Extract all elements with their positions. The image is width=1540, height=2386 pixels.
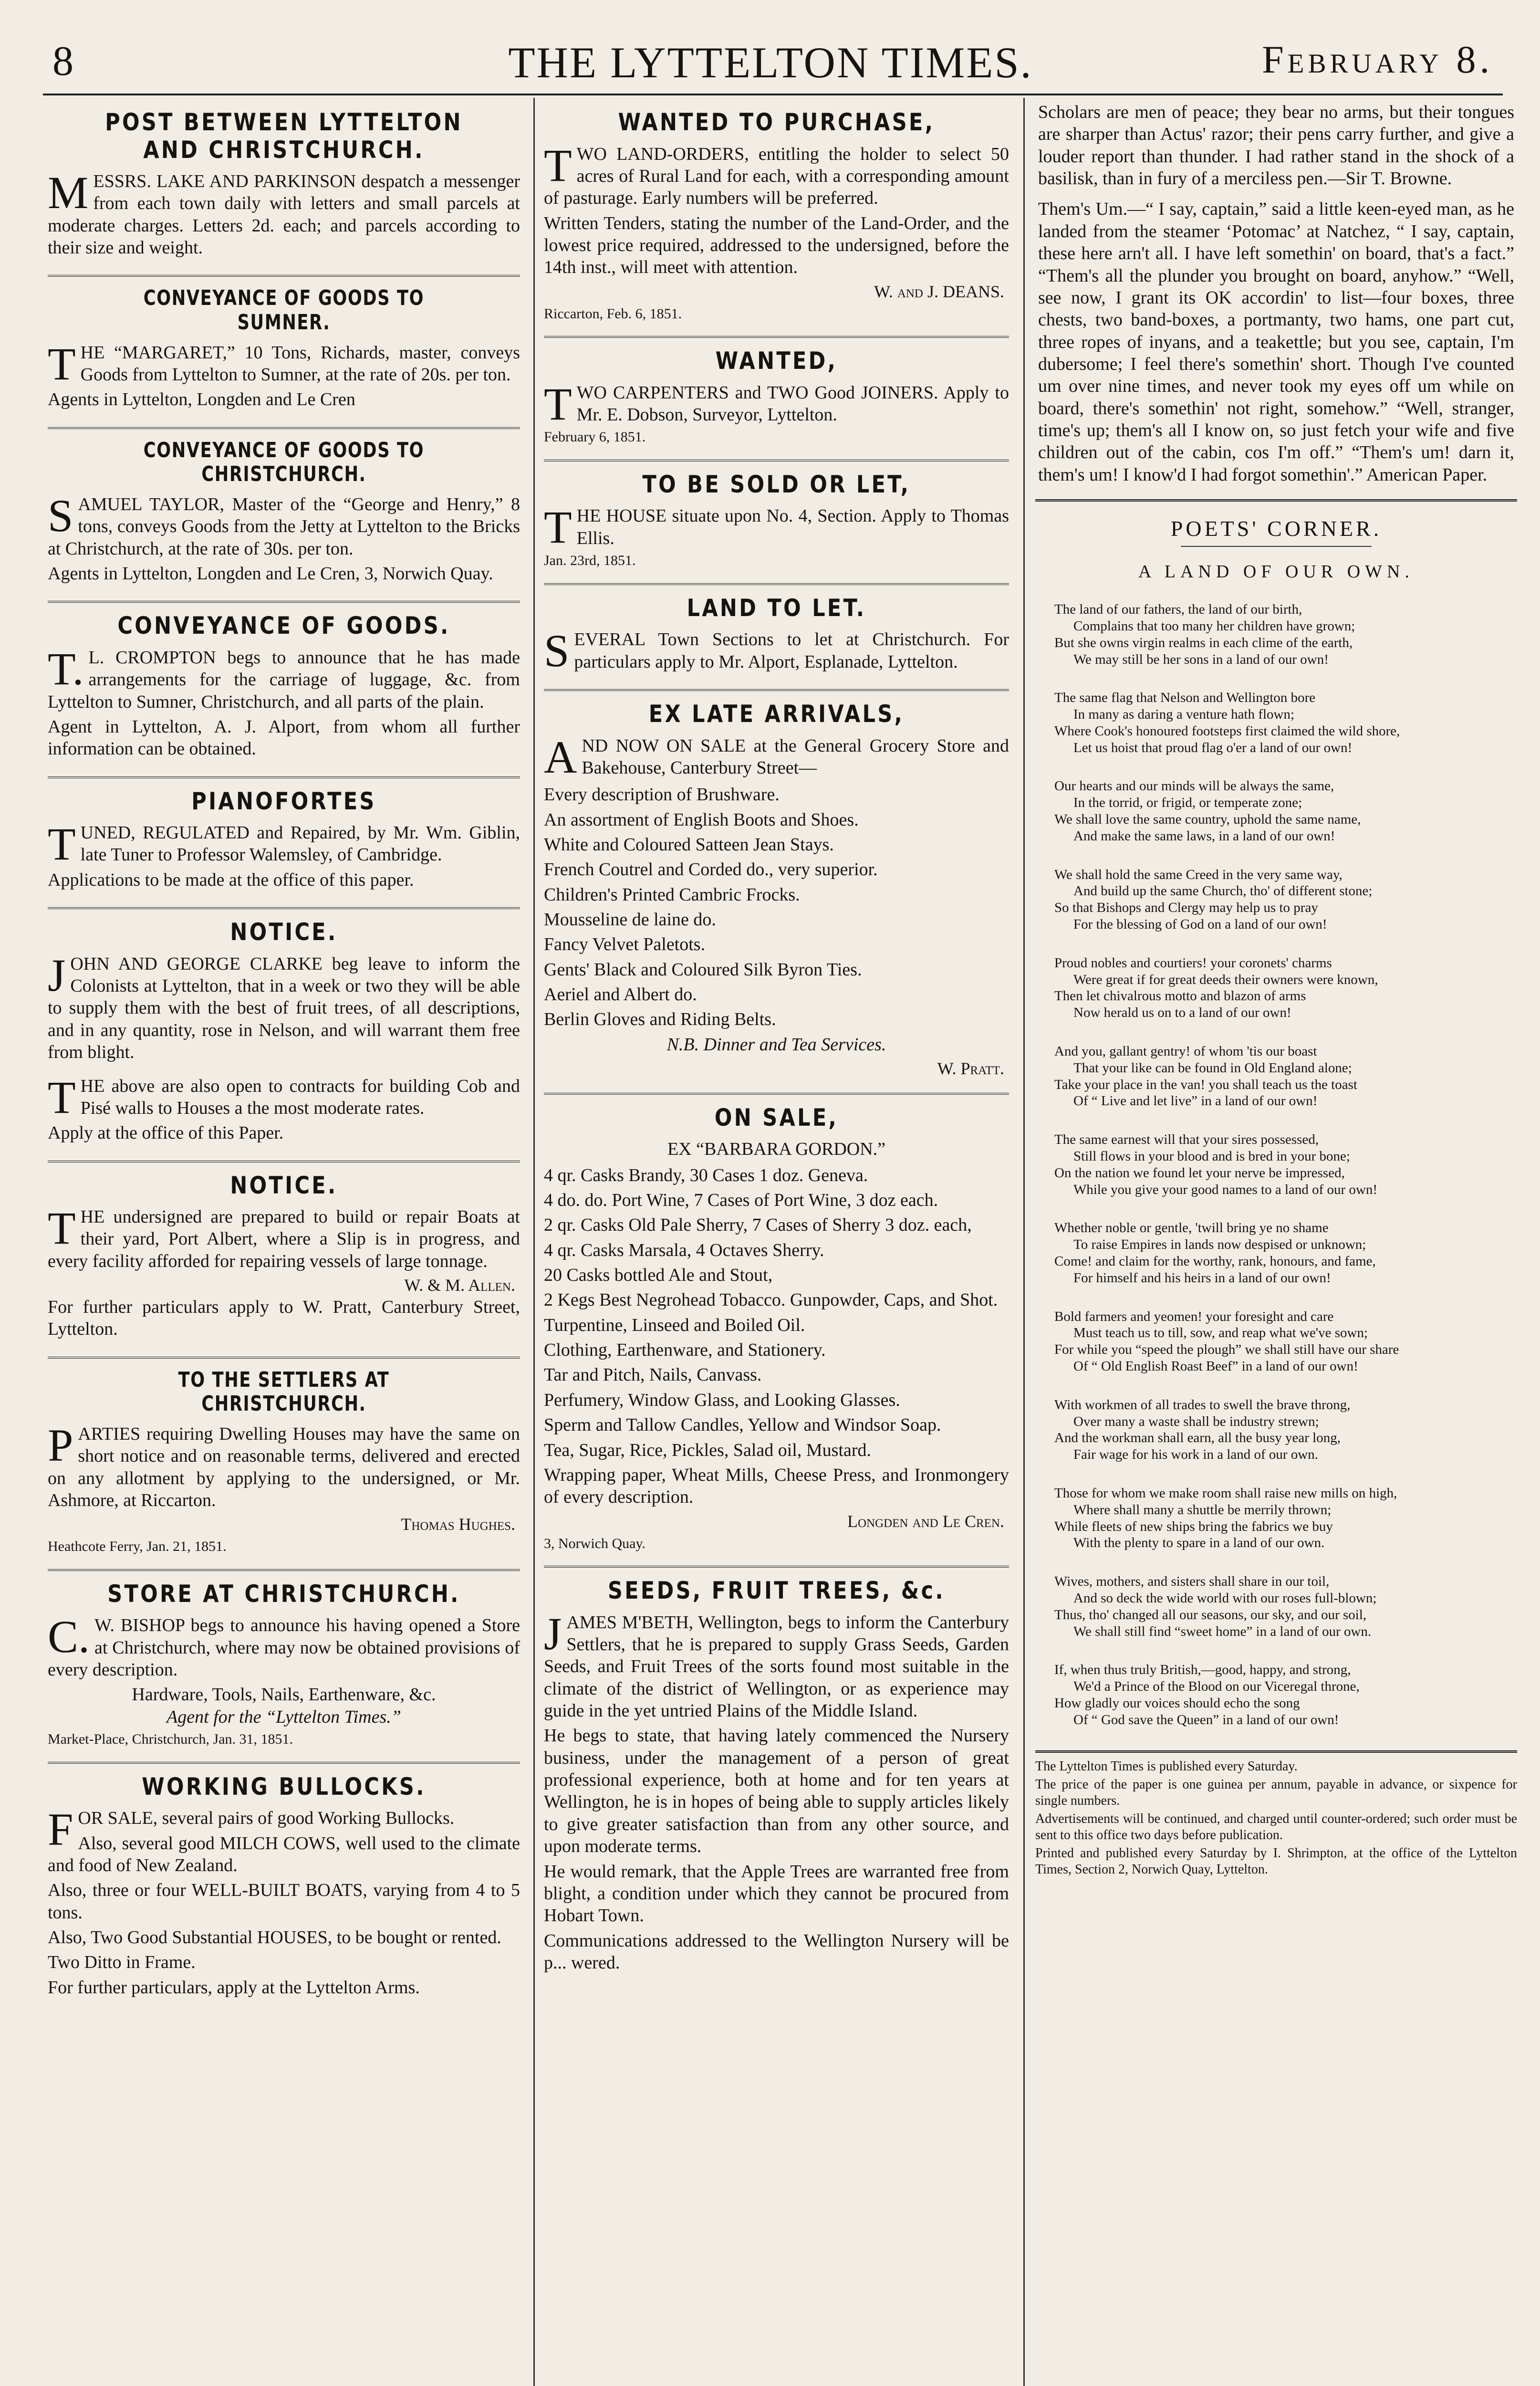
ad-body: THE undersigned are prepared to build or repair Boats at their yard, Port Albert, where a Slip is in progress, and every facility afforded for repairing vessels of large tonnage. — [48, 1203, 520, 1271]
poem-line: We shall love the same country, uphold the same name, — [1054, 812, 1361, 827]
poem-line: Still flows in your blood and is bred in your bone; — [1073, 1149, 1350, 1164]
ad-signature: W. & M. Allen. — [404, 1276, 515, 1295]
stanza — [1054, 1308, 1503, 1375]
ad-dateline: Heathcote Ferry, Jan. 21, 1851. — [48, 1538, 227, 1555]
poem-line: Those for whom we make room shall raise new mills on high, — [1054, 1485, 1397, 1501]
imprint-line: The price of the paper is one guinea per annum, payable in advance, or sixpence for single numbers. — [1035, 1777, 1517, 1808]
ad-heading: WANTED, — [715, 347, 838, 375]
stanza — [1054, 1573, 1503, 1640]
masthead — [43, 33, 1498, 91]
poem-line: Of “ Live and let live” in a land of our own! — [1073, 1093, 1318, 1109]
poem-line: Now herald us on to a land of our own! — [1073, 1005, 1291, 1021]
imprint-line: Printed and published every Saturday by I. Shrimpton, at the office of the Lyttelton Times, Section 2, Norwich Quay, Lyttelton. — [1035, 1846, 1517, 1877]
advertisement — [48, 778, 520, 910]
poem-line: Whether noble or gentle, 'twill bring ye no shame — [1054, 1220, 1329, 1236]
list-item: Sperm and Tallow Candles, Yellow and Windsor Soap. — [544, 1415, 941, 1435]
ad-body: PARTIES requiring Dwelling Houses may have the same on short notice and on reasonable terms, delivered and erected on any allotment by applying to the undersigned, or Mr. Ashmore, at Riccarton. — [48, 1419, 520, 1511]
stanza — [1054, 1043, 1503, 1109]
page-number: 8 — [52, 38, 73, 84]
advertisement — [544, 585, 1009, 691]
list-item: Berlin Gloves and Riding Belts. — [544, 1009, 776, 1030]
advertisement — [48, 1162, 520, 1359]
list-item: Children's Printed Cambric Frocks. — [544, 884, 800, 905]
ad-body: Applications to be made at the office of this paper. — [48, 869, 414, 890]
stanza — [1054, 1662, 1503, 1728]
ad-body: Written Tenders, stating the number of the Land-Order, and the lowest price required, addressed to the undersigned, before the 14th inst., will meet with attention. — [544, 213, 1009, 278]
newspaper-title: THE LYTTELTON TIMES. — [508, 38, 1033, 87]
ad-heading: LAND TO LET. — [687, 594, 866, 622]
ad-body: THE above are also open to contracts for building Cob and Pisé walls to Houses a the most moderate rates. — [48, 1071, 520, 1123]
stanza — [1054, 601, 1503, 668]
ad-heading: POST BETWEEN LYTTELTON AND CHRISTCHURCH. — [105, 108, 463, 164]
poem-line: Then let chivalrous motto and blazon of arms — [1054, 988, 1306, 1004]
column-divider — [533, 98, 535, 2386]
list-item: Mousseline de laine do. — [544, 910, 716, 930]
ad-body: TWO LAND-ORDERS, entitling the holder to select 50 acres of Rural Land for each, with a corresponding amount of pasturage. Early numbers will be preferred. — [544, 139, 1009, 209]
list-item: Wrapping paper, Wheat Mills, Cheese Press, and Ironmongery of every description. — [544, 1465, 1009, 1507]
ad-body: Agent in Lyttelton, A. J. Alport, from whom all further information can be obtained. — [48, 716, 520, 759]
list-item: 4 qr. Casks Marsala, 4 Octaves Sherry. — [544, 1240, 824, 1260]
stanza — [1054, 1485, 1503, 1551]
ad-body: Apply at the office of this Paper. — [48, 1123, 284, 1143]
list-item: Clothing, Earthenware, and Stationery. — [544, 1340, 826, 1360]
ad-signature: Thomas Hughes. — [401, 1515, 515, 1534]
stanza — [1054, 955, 1503, 1021]
list-item: Every description of Brushware. — [544, 785, 780, 805]
poem-line: And build up the same Church, tho' of different stone; — [1073, 883, 1373, 899]
poem-line: With workmen of all trades to swell the brave throng, — [1054, 1397, 1351, 1413]
advertisement — [48, 1571, 520, 1764]
list-item: Perfumery, Window Glass, and Looking Glasses. — [544, 1390, 900, 1410]
poem-line: And make the same laws, in a land of our own! — [1073, 828, 1335, 844]
poem-line: In the torrid, or frigid, or temperate zone; — [1073, 795, 1302, 811]
ad-body: THE HOUSE situate upon No. 4, Section. Apply to Thomas Ellis. — [544, 502, 1009, 553]
ad-heading: CONVEYANCE OF GOODS. — [117, 612, 450, 640]
poem-line: Were great if for great deeds their owners were known, — [1073, 972, 1378, 987]
ad-line: Hardware, Tools, Nails, Earthenware, &c. — [132, 1685, 436, 1705]
column-3 — [1035, 99, 1517, 2386]
poem-line: If, when thus truly British,—good, happy, and strong, — [1054, 1662, 1351, 1678]
ad-heading: TO THE SETTLERS AT CHRISTCHURCH. — [178, 1367, 390, 1416]
ad-body: JOHN AND GEORGE CLARKE beg leave to inform the Colonists at Lyttelton, that in a week or two they will be able to supply them with the best of fruit trees, of all descriptions, and in any quantity, rose in Nelson, and will warrant them free from blight. — [48, 949, 520, 1063]
advertisement — [544, 338, 1009, 461]
advertisement — [48, 277, 520, 429]
list-item: Tar and Pitch, Nails, Canvass. — [544, 1365, 762, 1385]
ad-body: Also, several good MILCH COWS, well used to the climate and food of New Zealand. — [48, 1833, 520, 1876]
poem-line: How gladly our voices should echo the song — [1054, 1695, 1300, 1711]
ad-subheading: EX “BARBARA GORDON.” — [667, 1139, 886, 1159]
poem-line: Thus, tho' changed all our seasons, our sky, and our soil, — [1054, 1607, 1367, 1622]
list-item: 4 do. do. Port Wine, 7 Cases of Port Wine, 3 doz each. — [544, 1190, 938, 1210]
poem-line: Let us hoist that proud flag o'er a land of our own! — [1073, 740, 1353, 755]
ad-line: Agent for the “Lyttelton Times.” — [166, 1706, 401, 1727]
poem-line: And the workman shall earn, all the busy year long, — [1054, 1430, 1341, 1446]
imprint-line: The Lyttelton Times is published every Saturday. — [1035, 1758, 1298, 1774]
ad-heading: CONVEYANCE OF GOODS TO CHRISTCHURCH. — [143, 438, 425, 487]
ad-body: C.W. BISHOP begs to announce his having opened a Store at Christchurch, where may now be obtained provisions of every description. — [48, 1611, 520, 1680]
advertisement — [48, 429, 520, 603]
ad-body: Also, Two Good Substantial HOUSES, to be bought or rented. — [48, 1927, 501, 1948]
ad-body: For further particulars, apply at the Lyttelton Arms. — [48, 1977, 420, 1998]
poem-line: But she owns virgin realms in each clime of the earth, — [1054, 635, 1353, 650]
masthead-rule — [43, 94, 1503, 95]
stanza — [1054, 778, 1503, 844]
poem-line: The same flag that Nelson and Wellington bore — [1054, 690, 1316, 706]
stanza — [1054, 1220, 1503, 1286]
poem-line: Take your place in the van! you shall teach us the toast — [1054, 1077, 1357, 1092]
list-item: 4 qr. Casks Brandy, 30 Cases 1 doz. Geneva. — [544, 1165, 868, 1185]
ad-body: He would remark, that the Apple Trees are warranted free from blight, a condition under which they cannot be procured from Hobart Town. — [544, 1861, 1009, 1926]
list-item: Fancy Velvet Paletots. — [544, 934, 706, 955]
poem-line: While fleets of new ships bring the fabrics we buy — [1054, 1518, 1333, 1534]
list-item: French Coutrel and Corded do., very superior. — [544, 859, 878, 880]
quotation: Scholars are men of peace; they bear no arms, but their tongues are sharper than Actus' razor; their pens carry further, and give a louder report than thunder. I had rather stand in the shock of a basilisk, than in fury of a merciless pen.—Sir T. Browne. — [1038, 102, 1514, 189]
advertisement — [48, 1359, 520, 1571]
poem-line: We shall still find “sweet home” in a land of our own. — [1073, 1623, 1372, 1639]
advertisement — [544, 691, 1009, 1095]
poem-line: Come! and claim for the worthy, rank, honours, and fame, — [1054, 1254, 1376, 1269]
ad-heading: NOTICE. — [230, 918, 338, 946]
list-item: Tea, Sugar, Rice, Pickles, Salad oil, Mustard. — [544, 1440, 872, 1460]
ad-heading: WORKING BULLOCKS. — [142, 1772, 426, 1800]
ad-dateline: Riccarton, Feb. 6, 1851. — [544, 305, 682, 322]
list-item: An assortment of English Boots and Shoes. — [544, 809, 859, 830]
poem-line: In many as daring a venture hath flown; — [1073, 707, 1295, 722]
poem-line: Wives, mothers, and sisters shall share in our toil, — [1054, 1574, 1330, 1590]
poem-line: For while you “speed the plough” we shall still have our share — [1054, 1342, 1399, 1358]
poem-line: Proud nobles and courtiers! your coronets' charms — [1054, 955, 1332, 971]
ad-body: TWO CARPENTERS and TWO Good JOINERS. Apply to Mr. E. Dobson, Surveyor, Lyttelton. — [544, 378, 1009, 429]
section-title: POETS' CORNER. — [1170, 516, 1382, 541]
poem-line: The land of our fathers, the land of our birth, — [1054, 602, 1302, 617]
poem-line: Complains that too many her children have grown; — [1073, 618, 1355, 634]
ad-heading: WANTED TO PURCHASE, — [618, 108, 935, 136]
stanza — [1054, 1397, 1503, 1463]
poem-line: And you, gallant gentry! of whom 'tis our boast — [1054, 1044, 1317, 1059]
ad-dateline: February 6, 1851. — [544, 429, 646, 445]
poem-line: Bold farmers and yeomen! your foresight and care — [1054, 1308, 1334, 1324]
ad-body: SEVERAL Town Sections to let at Christchurch. For particulars apply to Mr. Alport, Esplanade, Lyttelton. — [544, 625, 1009, 677]
ad-signature: Longden and Le Cren. — [847, 1511, 1004, 1531]
poem-line: Over many a waste shall be industry strewn; — [1073, 1413, 1319, 1429]
poem-line: We shall hold the same Creed in the very same way, — [1054, 867, 1342, 882]
ad-heading: TO BE SOLD OR LET, — [642, 470, 911, 498]
ad-body: Two Ditto in Frame. — [48, 1952, 196, 1973]
poem-line: Of “ Old English Roast Beef” in a land of our own! — [1073, 1359, 1358, 1374]
imprint — [1035, 1753, 1517, 1878]
list-item: 2 Kegs Best Negrohead Tobacco. Gunpowder, Caps, and Shot. — [544, 1290, 998, 1310]
ad-body: AND NOW ON SALE at the General Grocery Store and Bakehouse, Canterbury Street— — [544, 731, 1009, 783]
poem-line: Of “ God save the Queen” in a land of our own! — [1073, 1712, 1339, 1727]
ad-body: JAMES M'BETH, Wellington, begs to inform the Canterbury Settlers, that he is prepared to supply Grass Seeds, Garden Seeds, and Fruit Trees of the sorts found most suitable in the climate of the district of Wellington, or as experience may guide in the yet untried Plains of the Middle Island. — [544, 1608, 1009, 1721]
ad-signature: W. and J. DEANS. — [874, 282, 1004, 301]
advertisement — [544, 99, 1009, 338]
poem-line: For the blessing of God on a land of our own! — [1073, 917, 1327, 932]
poem-line: We may still be her sons in a land of our own! — [1073, 651, 1329, 667]
poem — [1035, 601, 1517, 1728]
list-item: 2 qr. Casks Old Pale Sherry, 7 Cases of Sherry 3 doz. each, — [544, 1215, 972, 1235]
poem-line: We'd a Prince of the Blood on our Viceregal throne, — [1073, 1679, 1360, 1695]
ad-body: Agents in Lyttelton, Longden and Le Cren, 3, Norwich Quay. — [48, 563, 493, 584]
ad-heading: STORE AT CHRISTCHURCH. — [107, 1580, 460, 1608]
poem-line: To raise Empires in lands now despised or unknown; — [1073, 1237, 1366, 1253]
poem-line: While you give your good names to a land of our own! — [1073, 1182, 1378, 1197]
poem-line: Our hearts and our minds will be always the same, — [1054, 778, 1334, 794]
ad-body: MESSRS. LAKE AND PARKINSON despatch a messenger from each town daily with letters and small parcels at moderate charges. Letters 2d. each; and parcels according to their size and weight. — [48, 167, 520, 258]
ad-body: TUNED, REGULATED and Repaired, by Mr. Wm. Giblin, late Tuner to Professor Walemsley, of Cambridge. — [48, 818, 520, 870]
advertisement — [48, 909, 520, 1162]
advertisement — [544, 1095, 1009, 1568]
poem-line: The same earnest will that your sires possessed, — [1054, 1132, 1319, 1148]
poem-line: Must teach us to till, sow, and reap what we've sown; — [1073, 1325, 1368, 1341]
advertisement — [544, 461, 1009, 585]
poem-line: On the nation we found let your nerve be impressed, — [1054, 1165, 1345, 1181]
ad-body: SAMUEL TAYLOR, Master of the “George and Henry,” 8 tons, conveys Goods from the Jetty at Lyttelton to the Bricks at Christchurch, at the rate of 30s. per ton. — [48, 490, 520, 559]
ad-body: T.L. CROMPTON begs to announce that he has made arrangements for the carriage of luggage, &c. from Lyttelton to Sumner, Christchurch, and all parts of the plain. — [48, 643, 520, 712]
ad-body: For further particulars apply to W. Pratt, Canterbury Street, Lyttelton. — [48, 1297, 520, 1340]
ad-dateline: Market-Place, Christchurch, Jan. 31, 1851. — [48, 1731, 293, 1748]
advertisement — [48, 603, 520, 778]
ad-dateline: Jan. 23rd, 1851. — [544, 553, 636, 569]
ad-heading: CONVEYANCE OF GOODS TO SUMNER. — [143, 286, 425, 335]
ad-body: Communications addressed to the Wellington Nursery will be p... wered. — [544, 1930, 1009, 1973]
ad-heading: ON SALE, — [714, 1104, 839, 1132]
poem-line: With the plenty to spare in a land of our own. — [1073, 1535, 1325, 1551]
column-divider — [1023, 98, 1025, 2386]
advertisement — [544, 1568, 1009, 1990]
ad-body: He begs to state, that having lately commenced the Nursery business, under the management of a person of great professional experience, both at home and for ten years at Wellington, he is in hopes of being able to supply articles likely to give greater satisfaction than from any other source, and upon moderate terms. — [544, 1726, 1009, 1857]
poem-line: For himself and his heirs in a land of our own! — [1073, 1270, 1331, 1286]
ad-heading: NOTICE. — [230, 1171, 338, 1199]
list-item: White and Coloured Satteen Jean Stays. — [544, 834, 834, 855]
list-item: 20 Casks bottled Ale and Stout, — [544, 1265, 773, 1286]
ad-dateline: 3, Norwich Quay. — [544, 1535, 646, 1551]
stanza — [1054, 690, 1503, 756]
ad-body: Agents in Lyttelton, Longden and Le Cren — [48, 389, 355, 410]
poem-line: Where Cook's honoured footsteps first claimed the wild shore, — [1054, 723, 1400, 739]
poem-title: A LAND OF OUR OWN. — [1138, 562, 1414, 582]
poem-line: So that Bishops and Clergy may help us to pray — [1054, 900, 1318, 916]
column-1 — [48, 99, 520, 2386]
issue-date: February 8. — [1262, 38, 1493, 81]
ad-note: N.B. Dinner and Tea Services. — [666, 1034, 886, 1055]
advertisement — [48, 1764, 520, 2015]
poem-line: And so deck the wide world with our roses full-blown; — [1073, 1590, 1377, 1606]
ad-heading: EX LATE ARRIVALS, — [648, 700, 905, 728]
ad-signature: W. Pratt. — [937, 1059, 1004, 1078]
ad-heading: SEEDS, FRUIT TREES, &c. — [607, 1577, 946, 1605]
poem-line: Where shall many a shuttle be merrily thrown; — [1073, 1502, 1332, 1517]
imprint-line: Advertisements will be continued, and charged until counter-ordered; such order must be sent to this office two days before publication. — [1035, 1811, 1517, 1843]
list-item: Aeriel and Albert do. — [544, 984, 697, 1005]
ad-body: FOR SALE, several pairs of good Working Bullocks. — [48, 1804, 455, 1855]
poem-line: That your like can be found in Old England alone; — [1073, 1060, 1352, 1076]
stanza — [1054, 1131, 1503, 1198]
list-item: Turpentine, Linseed and Boiled Oil. — [544, 1315, 805, 1335]
ad-heading: PIANOFORTES — [191, 787, 376, 815]
anecdote: Them's Um.—“ I say, captain,” said a little keen-eyed man, as he landed from the steamer ‘Potomac’ at Natchez, “ I say, captain, these here arn't all. I have left somethin' on board, that's a fact.” “Them's all the plunder you brought on board, anyhow.” “Well, see now, I grant its OK accordin' to list—four boxes, three chests, two band-boxes, a portmanty, two hams, one part cut, three ropes of inyans, and a teakettle; but you see, captain, I'm dubersome; I feel there's somethin' short. Though I've counted um over nine times, and never took my eyes off um while on board, there's somethin' not right, somehow.” “Well, stranger, time's up; them's all I know on, so just fetch your wife and five children out of the cabin, cos I'm off.” “Them's um! darn it, them's um! I know'd I had forgot somethin'.” American Paper. — [1038, 199, 1514, 485]
column-2 — [544, 99, 1009, 2386]
stanza — [1054, 867, 1503, 933]
ad-body: Also, three or four WELL-BUILT BOATS, varying from 4 to 5 tons. — [48, 1880, 520, 1923]
poem-line: Fair wage for his work in a land of our own. — [1073, 1447, 1319, 1463]
advertisement — [48, 99, 520, 277]
list-item: Gents' Black and Coloured Silk Byron Ties. — [544, 959, 862, 980]
ad-body: THE “MARGARET,” 10 Tons, Richards, master, conveys Goods from Lyttelton to Sumner, at the rate of 20s. per ton. — [48, 338, 520, 389]
